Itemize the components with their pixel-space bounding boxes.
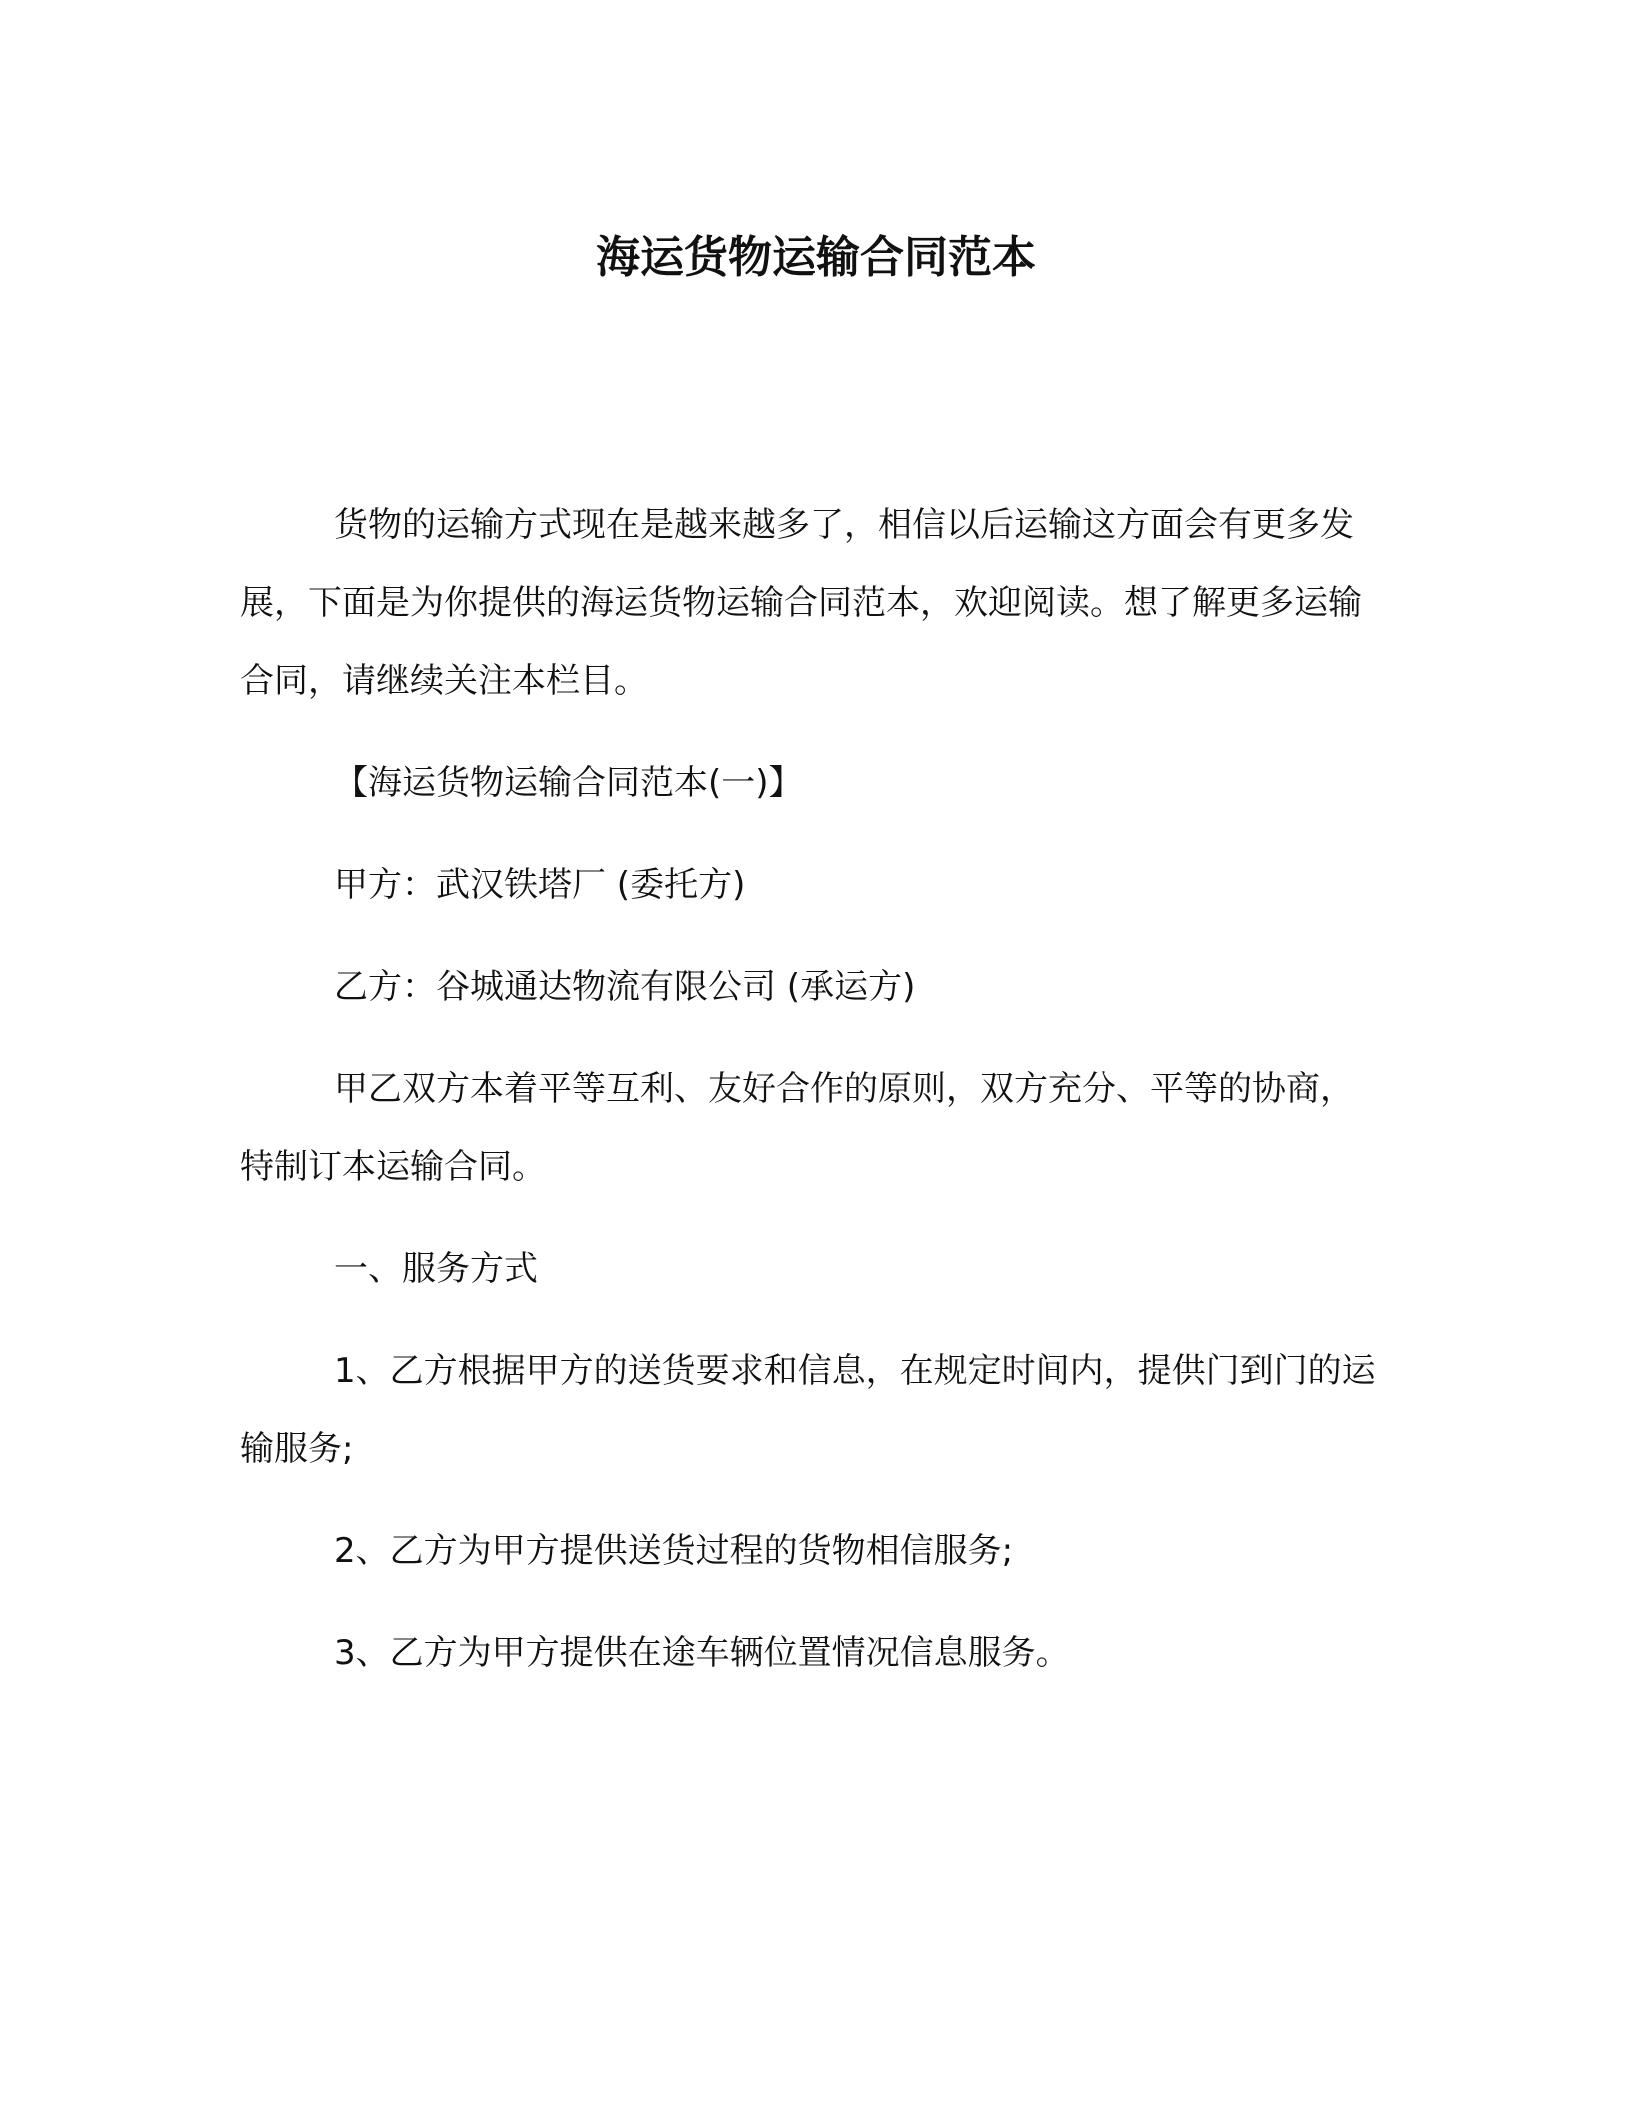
agreement-paragraph: 甲乙双方本着平等互利、友好合作的原则，双方充分、平等的协商，特制订本运输合同。 <box>240 1069 1354 1187</box>
section-heading: 【海运货物运输合同范本(一)】 <box>334 763 803 803</box>
party-b: 乙方：谷城通达物流有限公司 (承运方) <box>334 967 916 1007</box>
service-item-2: 2、乙方为甲方提供送货过程的货物相信服务; <box>334 1531 1014 1571</box>
intro-paragraph: 货物的运输方式现在是越来越多了，相信以后运输这方面会有更多发展，下面是为你提供的海运货物运输合同范本，欢迎阅读。想了解更多运输合同，请继续关注本栏目。 <box>240 505 1362 701</box>
service-heading: 一、服务方式 <box>334 1249 538 1289</box>
service-item-3: 3、乙方为甲方提供在途车辆位置情况信息服务。 <box>334 1633 1070 1673</box>
document-body <box>240 486 1380 1692</box>
service-item-1: 1、乙方根据甲方的送货要求和信息，在规定时间内，提供门到门的运输服务; <box>240 1351 1376 1469</box>
party-a: 甲方：武汉铁塔厂 (委托方) <box>334 865 746 905</box>
document-title: 海运货物运输合同范本 <box>596 232 1036 283</box>
